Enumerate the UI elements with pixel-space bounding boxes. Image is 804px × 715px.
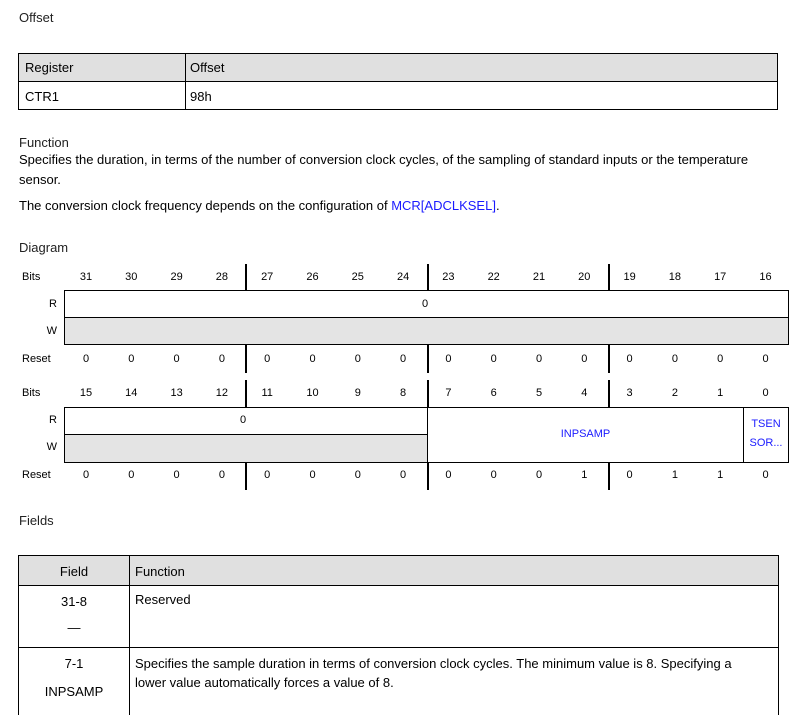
upper-bit-number-4: 27: [261, 271, 274, 283]
offset-heading: Offset: [19, 10, 54, 25]
lower-bit-number-5: 10: [306, 387, 319, 399]
tsensor-field-cell: [743, 407, 789, 463]
upper-reset-label: Reset: [22, 353, 51, 365]
lower-reset-value-6: 0: [354, 469, 361, 481]
field-row-2-function-line2: lower value automatically forces a value of 8.: [135, 675, 394, 690]
nibble-separator: [608, 462, 610, 490]
upper-w-label: W: [46, 325, 57, 337]
lower-reset-value-7: 0: [400, 469, 407, 481]
lower-bit-number-14: 1: [717, 387, 724, 399]
offset-header-offset: Offset: [190, 60, 225, 75]
lower-bit-number-6: 9: [354, 387, 361, 399]
field-row-2-sub: INPSAMP: [44, 684, 104, 699]
upper-bit-number-14: 17: [714, 271, 727, 283]
upper-reset-value-0: 0: [82, 353, 90, 365]
lower-w-label: W: [46, 441, 57, 453]
upper-bit-number-2: 29: [170, 271, 183, 283]
upper-reset-value-3: 0: [218, 353, 225, 365]
lower-reset-value-8: 0: [445, 469, 452, 481]
lower-reset-value-4: 0: [264, 469, 271, 481]
lower-reset-value-14: 1: [717, 469, 724, 481]
upper-reset-value-12: 0: [626, 353, 633, 365]
field-row-1-function: Reserved: [135, 592, 191, 607]
upper-bits-label: Bits: [22, 271, 41, 283]
lower-reset-value-11: 1: [581, 469, 588, 481]
field-row-1-bits: 31-8: [60, 594, 88, 609]
lower-bits-label: Bits: [22, 387, 41, 399]
upper-reset-value-10: 0: [535, 353, 543, 365]
upper-reset-value-6: 0: [354, 353, 361, 365]
offset-table-header: [19, 54, 777, 82]
offset-header-register: Register: [25, 60, 74, 75]
offset-cell-register: CTR1: [25, 89, 59, 104]
field-row-2-bits: 7-1: [64, 656, 84, 671]
upper-bit-number-13: 18: [668, 271, 682, 283]
upper-bit-number-9: 22: [487, 271, 500, 283]
lower-bit-number-4: 11: [261, 387, 273, 399]
upper-reset-value-14: 0: [717, 353, 724, 365]
lower-reset-value-5: 0: [309, 469, 316, 481]
lower-bit-number-3: 12: [215, 387, 229, 399]
lower-bit-number-10: 5: [535, 387, 543, 399]
function-text-2-prefix: The conversion clock frequency depends on the configuration of: [19, 198, 392, 213]
diagram-heading: Diagram: [19, 240, 69, 255]
lower-bit-number-7: 8: [400, 387, 407, 399]
lower-bit-number-13: 2: [671, 387, 678, 399]
upper-bit-number-10: 21: [532, 271, 546, 283]
upper-reset-value-1: 0: [128, 353, 135, 365]
upper-reset-value-2: 0: [173, 353, 180, 365]
upper-reset-value-4: 0: [264, 353, 271, 365]
fields-table-header: [19, 556, 778, 586]
lower-bit-number-2: 13: [170, 387, 183, 399]
upper-bit-number-11: 20: [578, 271, 591, 283]
lower-reset-value-10: 0: [535, 469, 543, 481]
lower-reset-value-3: 0: [218, 469, 225, 481]
nibble-separator: [427, 264, 429, 291]
function-text-1: Specifies the duration, in terms of the number of conversion clock cycles, of the sampling of standard inputs or the temperature sensor.: [19, 152, 749, 187]
nibble-separator: [608, 380, 610, 408]
lower-r-label: R: [49, 414, 57, 426]
inpsamp-field-name[interactable]: INPSAMP: [560, 428, 611, 440]
lower-reset-value-12: 0: [626, 469, 633, 481]
fields-heading: Fields: [19, 513, 54, 528]
fields-header-field: Field: [59, 564, 89, 579]
tsensor-field-name-line2[interactable]: SOR...: [749, 437, 783, 449]
upper-w-cell: [64, 317, 789, 345]
upper-reset-value-9: 0: [490, 353, 497, 365]
lower-reset-value-9: 0: [490, 469, 497, 481]
nibble-separator: [245, 380, 247, 408]
lower-reset-value-1: 0: [128, 469, 135, 481]
nibble-separator: [427, 462, 429, 490]
lower-bit-number-15: 0: [762, 387, 769, 399]
upper-reset-value-5: 0: [309, 353, 316, 365]
lower-reserved-w-cell: [64, 434, 428, 463]
upper-bit-number-5: 26: [306, 271, 319, 283]
lower-reset-value-0: 0: [82, 469, 90, 481]
offset-table: [18, 53, 778, 110]
nibble-separator: [427, 345, 429, 373]
upper-bit-number-7: 24: [396, 271, 410, 283]
upper-bit-number-1: 30: [125, 271, 138, 283]
nibble-separator: [427, 380, 429, 408]
upper-r-value: 0: [422, 298, 429, 310]
lower-r-value: 0: [240, 414, 247, 426]
mcr-adclksel-link[interactable]: MCR[ADCLKSEL]: [391, 198, 496, 213]
nibble-separator: [245, 264, 247, 291]
lower-reset-value-13: 1: [671, 469, 678, 481]
upper-bit-number-6: 25: [351, 271, 364, 283]
nibble-separator: [608, 264, 610, 291]
lower-reset-label: Reset: [22, 469, 51, 481]
lower-bit-number-8: 7: [445, 387, 452, 399]
upper-bit-number-0: 31: [79, 271, 93, 283]
upper-r-label: R: [49, 298, 57, 310]
field-row-2-function-line1: Specifies the sample duration in terms of conversion clock cycles. The minimum value is 8. Specifying a: [135, 656, 732, 671]
lower-bit-number-9: 6: [490, 387, 497, 399]
lower-reset-value-2: 0: [173, 469, 180, 481]
upper-reset-value-11: 0: [581, 353, 588, 365]
function-heading: Function: [19, 135, 69, 150]
function-text-2: The conversion clock frequency depends on the configuration of MCR[ADCLKSEL].: [19, 198, 500, 213]
upper-bit-number-12: 19: [623, 271, 636, 283]
nibble-separator: [245, 345, 247, 373]
lower-reset-value-15: 0: [762, 469, 769, 481]
upper-bit-number-15: 16: [759, 271, 772, 283]
fields-header-function: Function: [135, 564, 185, 579]
upper-bit-number-3: 28: [215, 271, 229, 283]
upper-reset-value-13: 0: [671, 353, 678, 365]
lower-bit-number-12: 3: [626, 387, 633, 399]
fields-table: [18, 555, 779, 715]
offset-cell-offset: 98h: [190, 89, 212, 104]
field-row-1-sub: —: [67, 620, 81, 635]
lower-bit-number-1: 14: [125, 387, 138, 399]
upper-reset-value-8: 0: [445, 353, 452, 365]
tsensor-field-name-line1[interactable]: TSEN: [751, 418, 781, 430]
upper-reset-value-15: 0: [762, 353, 769, 365]
upper-bit-number-8: 23: [442, 271, 455, 283]
lower-bit-number-0: 15: [79, 387, 93, 399]
nibble-separator: [608, 345, 610, 373]
lower-bit-number-11: 4: [581, 387, 588, 399]
upper-reset-value-7: 0: [400, 353, 407, 365]
nibble-separator: [245, 462, 247, 490]
